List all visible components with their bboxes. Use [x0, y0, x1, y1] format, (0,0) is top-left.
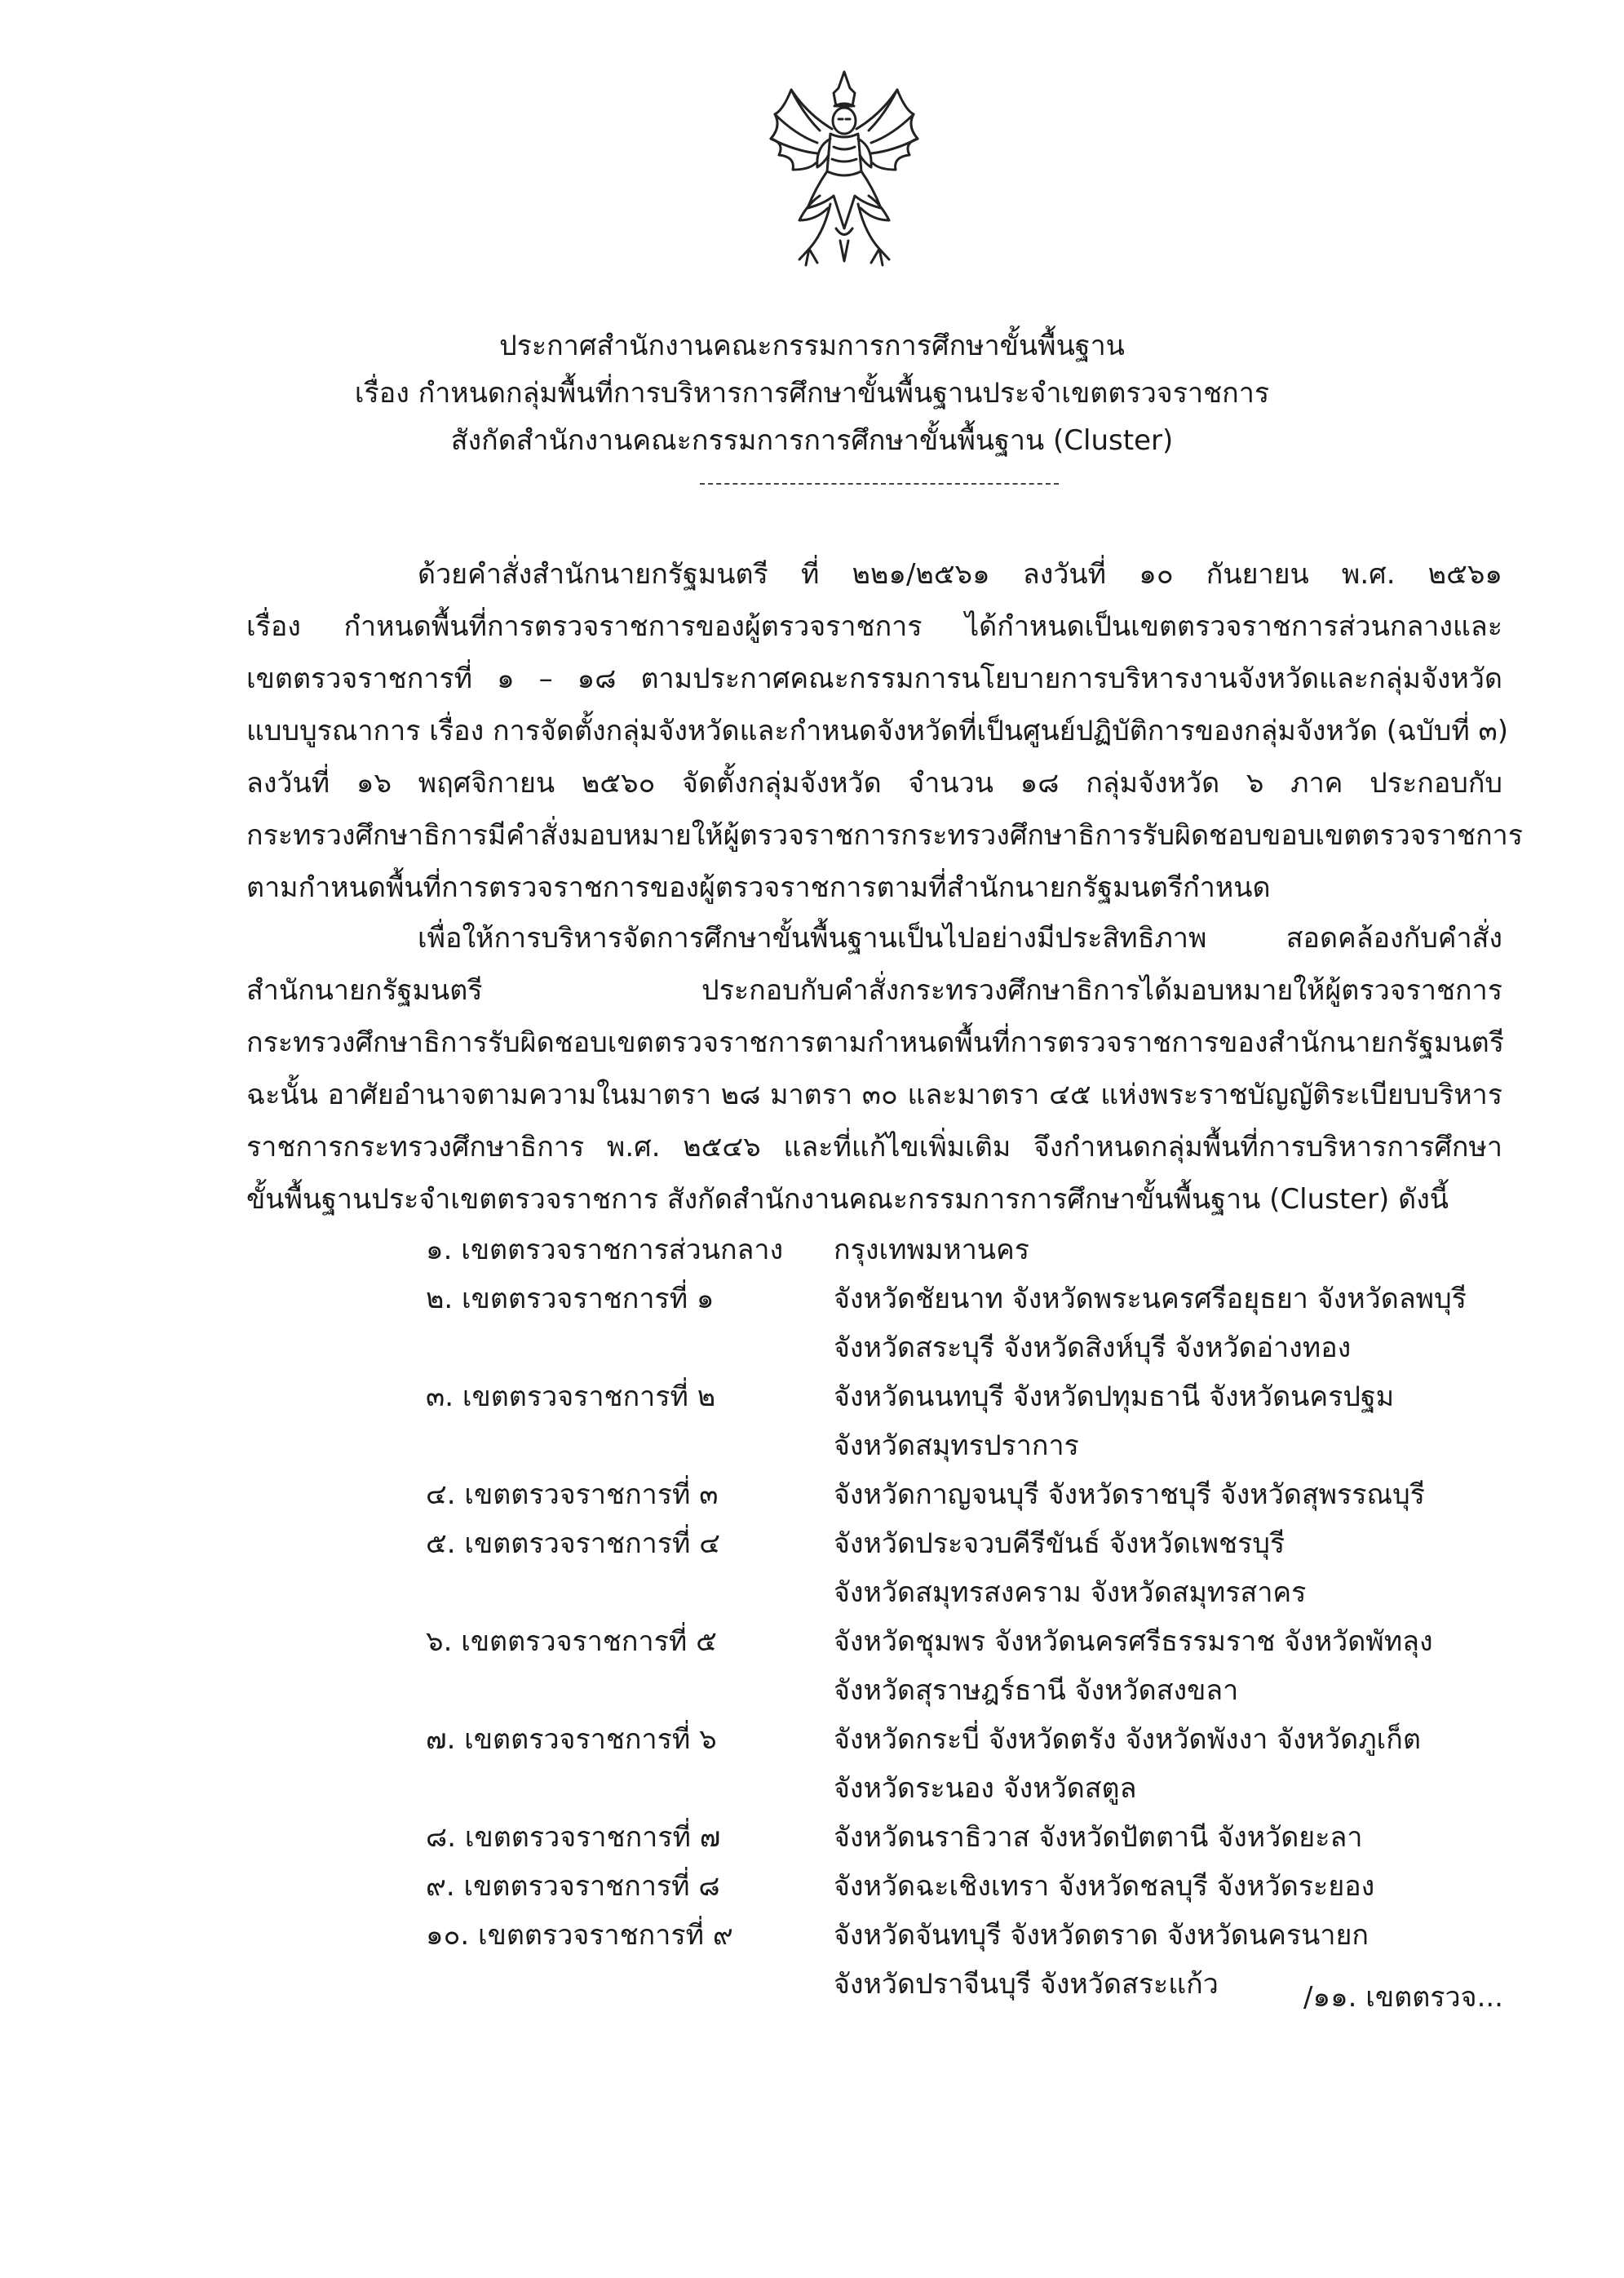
district-row [426, 1274, 1502, 1372]
district-provinces [834, 1519, 1502, 1617]
province-line: จังหวัดสระบุรี จังหวัดสิงห์บุรี จังหวัดอ่างทอง [834, 1332, 1352, 1364]
province-line: จังหวัดสุราษฎร์ธานี จังหวัดสงขลา [834, 1674, 1239, 1707]
header-affiliation: สังกัดสำนักงานคณะกรรมการการศึกษาขั้นพื้นฐาน (Cluster) [450, 424, 1174, 457]
district-label: ๗. เขตตรวจราชการที่ ๖ [426, 1723, 717, 1756]
district-list [426, 1225, 1502, 2009]
district-label: ๙. เขตตรวจราชการที่ ๘ [426, 1870, 720, 1903]
paragraph-1 [246, 548, 1524, 914]
district-row [426, 1225, 1502, 1274]
district-row [426, 1813, 1502, 1862]
district-provinces [834, 1715, 1502, 1813]
garuda-emblem-icon [759, 65, 930, 286]
paragraph-line: สำนักนายกรัฐมนตรี ประกอบกับคำสั่งกระทรวงศึกษาธิการได้มอบหมายให้ผู้ตรวจราชการ [246, 974, 1502, 1007]
paragraph-2 [246, 912, 1502, 1225]
paragraph-line: ขั้นพื้นฐานประจำเขตตรวจราชการ สังกัดสำนักงานคณะกรรมการการศึกษาขั้นพื้นฐาน (Cluster) ดังนี้ [246, 1183, 1449, 1216]
district-label: ๓. เขตตรวจราชการที่ ๒ [426, 1381, 716, 1413]
district-provinces [834, 1862, 1502, 1911]
district-label: ๖. เขตตรวจราชการที่ ๕ [426, 1625, 717, 1658]
province-line: จังหวัดชุมพร จังหวัดนครศรีธรรมราช จังหวัดพัทลุง [834, 1625, 1433, 1658]
paragraph-line: ตามกำหนดพื้นที่การตรวจราชการของผู้ตรวจราชการตามที่สำนักนายกรัฐมนตรีกำหนด [246, 871, 1271, 904]
province-line: จังหวัดสมุทรสงคราม จังหวัดสมุทรสาคร [834, 1576, 1307, 1609]
district-row [426, 1372, 1502, 1470]
paragraph-line: ลงวันที่ ๑๖ พฤศจิกายน ๒๕๖๐ จัดตั้งกลุ่มจังหวัด จำนวน ๑๘ กลุ่มจังหวัด ๖ ภาค ประกอบกับ [246, 767, 1502, 800]
province-line: จังหวัดปราจีนบุรี จังหวัดสระแก้ว [834, 1968, 1219, 2001]
district-row [426, 1519, 1502, 1617]
paragraph-line: กระทรวงศึกษาธิการรับผิดชอบเขตตรวจราชการตามกำหนดพื้นที่การตรวจราชการของสำนักนายกรัฐมนตรี [246, 1026, 1504, 1059]
district-provinces [834, 1470, 1502, 1519]
province-line: จังหวัดสมุทรปราการ [834, 1429, 1079, 1462]
district-provinces [834, 1225, 1502, 1274]
continuation-reference: /๑๑. เขตตรวจ... [1303, 1981, 1503, 2014]
district-row [426, 1862, 1502, 1911]
paragraph-line: กระทรวงศึกษาธิการมีคำสั่งมอบหมายให้ผู้ตรวจราชการกระทรวงศึกษาธิการรับผิดชอบขอบเขตตรวจราชการ [246, 819, 1524, 852]
province-line: จังหวัดประจวบคีรีขันธ์ จังหวัดเพชรบุรี [834, 1527, 1285, 1560]
province-line: จังหวัดระนอง จังหวัดสตูล [834, 1772, 1137, 1805]
district-row [426, 1470, 1502, 1519]
province-line: จังหวัดฉะเชิงเทรา จังหวัดชลบุรี จังหวัดระยอง [834, 1870, 1375, 1903]
header-divider [700, 483, 1059, 485]
district-label: ๔. เขตตรวจราชการที่ ๓ [426, 1478, 719, 1511]
header-issuer: ประกาศสำนักงานคณะกรรมการการศึกษาขั้นพื้นฐาน [499, 330, 1125, 362]
paragraph-line: แบบบูรณาการ เรื่อง การจัดตั้งกลุ่มจังหวัดและกำหนดจังหวัดที่เป็นศูนย์ปฏิบัติการของกลุ่มจังหวัด (ฉบับที่ ๓) [246, 715, 1509, 747]
paragraph-line: ฉะนั้น อาศัยอำนาจตามความในมาตรา ๒๘ มาตรา ๓๐ และมาตรา ๔๕ แห่งพระราชบัญญัติระเบียบบริหาร [246, 1079, 1502, 1111]
district-label: ๘. เขตตรวจราชการที่ ๗ [426, 1821, 721, 1854]
district-label: ๕. เขตตรวจราชการที่ ๔ [426, 1527, 720, 1560]
paragraph-line: ราชการกระทรวงศึกษาธิการ พ.ศ. ๒๕๔๖ และที่แก้ไขเพิ่มเติม จึงกำหนดกลุ่มพื้นที่การบริหารการศึกษา [246, 1131, 1502, 1163]
province-line: จังหวัดกระบี่ จังหวัดตรัง จังหวัดพังงา จังหวัดภูเก็ต [834, 1723, 1421, 1756]
header-subject: เรื่อง กำหนดกลุ่มพื้นที่การบริหารการศึกษาขั้นพื้นฐานประจำเขตตรวจราชการ [354, 377, 1270, 410]
announcement-header [204, 322, 1420, 464]
district-provinces [834, 1617, 1502, 1715]
province-line: จังหวัดนนทบุรี จังหวัดปทุมธานี จังหวัดนครปฐม [834, 1381, 1395, 1413]
district-label: ๑๐. เขตตรวจราชการที่ ๙ [426, 1919, 733, 1952]
province-line: จังหวัดจันทบุรี จังหวัดตราด จังหวัดนครนายก [834, 1919, 1369, 1952]
paragraph-line: เพื่อให้การบริหารจัดการศึกษาขั้นพื้นฐานเป็นไปอย่างมีประสิทธิภาพ สอดคล้องกับคำสั่ง [418, 922, 1502, 955]
paragraph-line: เรื่อง กำหนดพื้นที่การตรวจราชการของผู้ตรวจราชการ ได้กำหนดเป็นเขตตรวจราชการส่วนกลางและ [246, 610, 1502, 643]
district-provinces [834, 1372, 1502, 1470]
district-label: ๑. เขตตรวจราชการส่วนกลาง [426, 1234, 784, 1266]
paragraph-line: เขตตรวจราชการที่ ๑ – ๑๘ ตามประกาศคณะกรรมการนโยบายการบริหารงานจังหวัดและกลุ่มจังหวัด [246, 663, 1502, 695]
district-row [426, 1715, 1502, 1813]
district-provinces [834, 1813, 1502, 1862]
paragraph-line: ด้วยคำสั่งสำนักนายกรัฐมนตรี ที่ ๒๒๑/๒๕๖๑ ลงวันที่ ๑๐ กันยายน พ.ศ. ๒๕๖๑ [418, 558, 1502, 591]
province-line: จังหวัดกาญจนบุรี จังหวัดราชบุรี จังหวัดสุพรรณบุรี [834, 1478, 1425, 1511]
province-line: จังหวัดชัยนาท จังหวัดพระนครศรีอยุธยา จังหวัดลพบุรี [834, 1283, 1467, 1315]
province-line: จังหวัดนราธิวาส จังหวัดปัตตานี จังหวัดยะลา [834, 1821, 1363, 1854]
district-label: ๒. เขตตรวจราชการที่ ๑ [426, 1283, 715, 1315]
district-row [426, 1617, 1502, 1715]
district-provinces [834, 1274, 1502, 1372]
province-line: กรุงเทพมหานคร [834, 1234, 1030, 1266]
